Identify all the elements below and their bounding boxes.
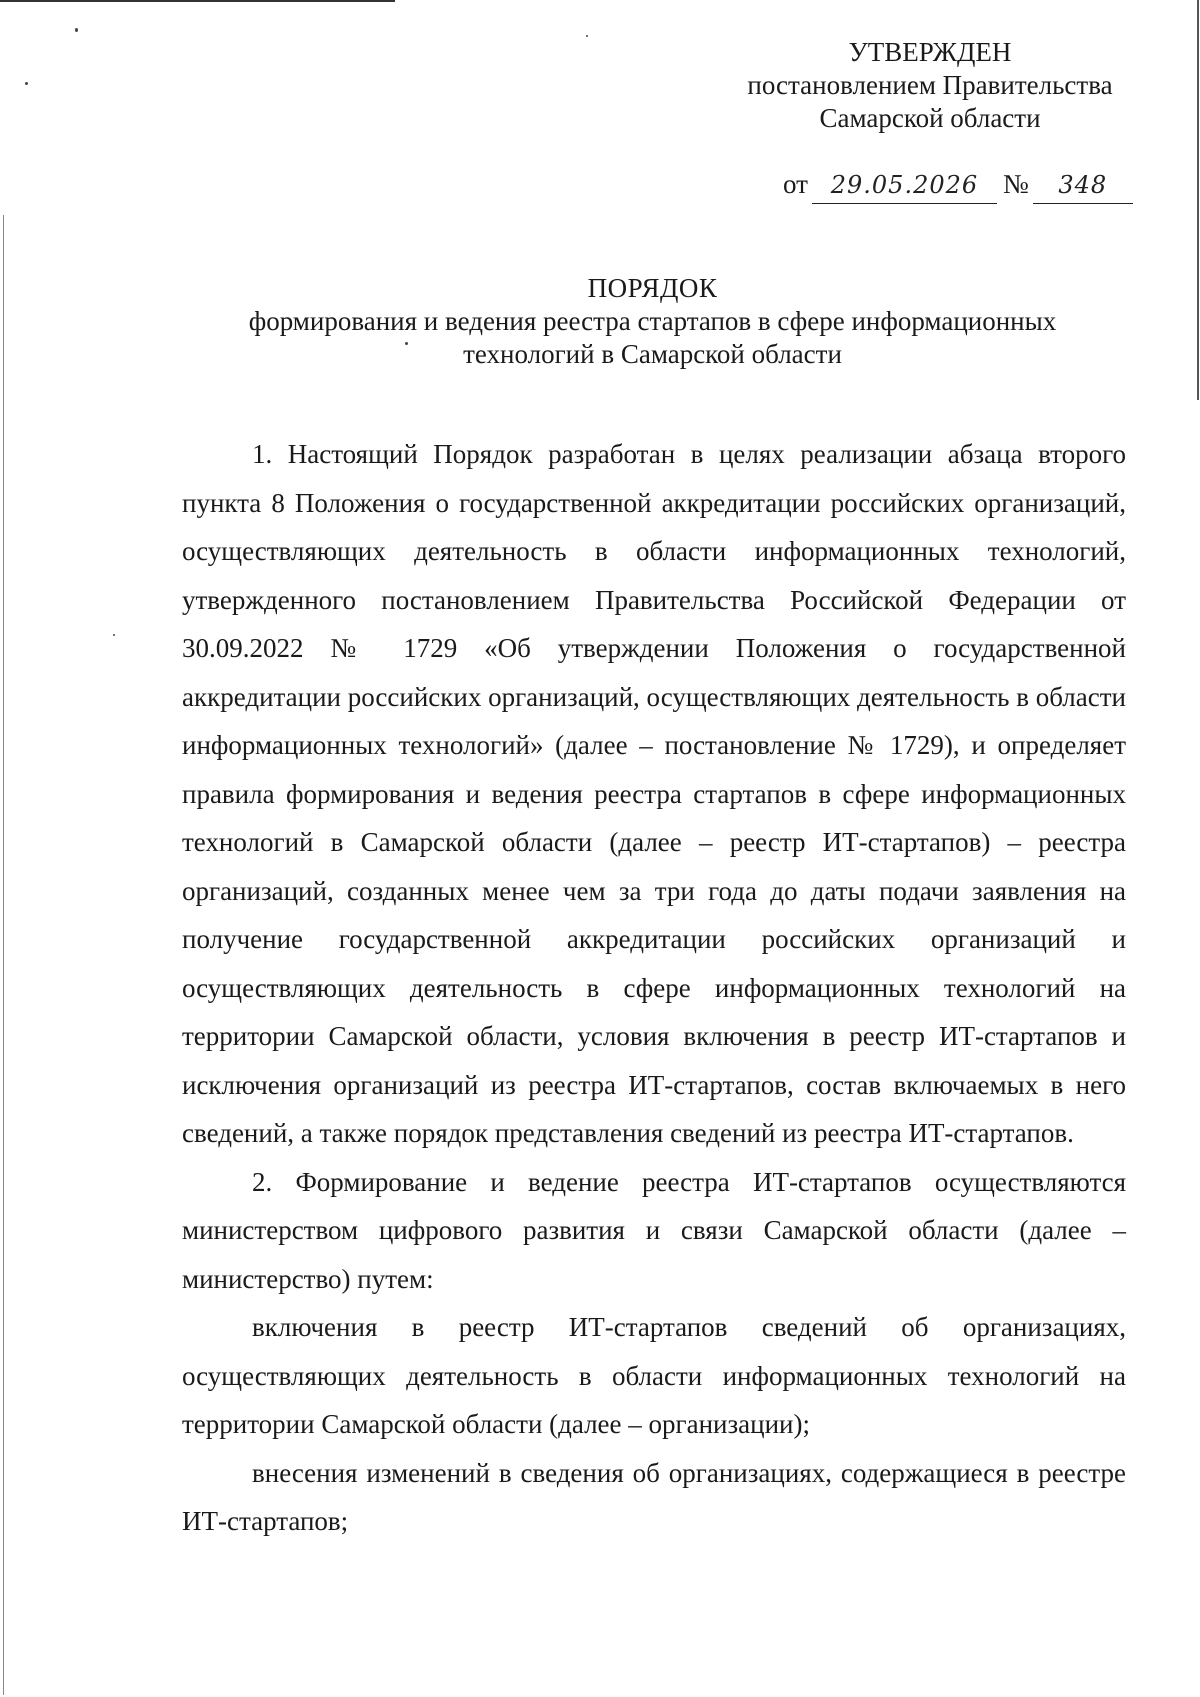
decree-date: 29.05.2026 (812, 167, 997, 204)
scan-edge-left (3, 215, 4, 1695)
scan-speck (75, 28, 78, 32)
document-title: ПОРЯДОК (587, 273, 718, 303)
paragraph-3: включения в реестр ИТ-стартапов сведений об организациях, осуществляющих деятельность в области информационных технологий на территории Самарской области (далее – организации); (182, 1312, 1126, 1439)
document-title-block (180, 272, 1125, 371)
paragraph-1: 1. Настоящий Порядок разработан в целях реализации абзаца второго пункта 8 Положения о государственной аккредитации российских организаций, осуществляющих деятельность в области информационных технологий, утвержденного постановлением Правительства Российской Федерации от 30.09.2022 № 1729 «Об утверждении Положения о государственной аккредитации российских организаций, осуществляющих деятельность в области информационных технологий» (далее – постановление № 1729), и определяет правила формирования и ведения реестра стартапов в сфере информационных технологий в Самарской области (далее – реестр ИТ-стартапов) – реестра организаций, созданных менее чем за три года до даты подачи заявления на получение государственной аккредитации российских организаций и осуществляющих деятельность в сфере информационных технологий на территории Самарской области, условия включения в реестр ИТ-стартапов и исключения организаций из реестра ИТ-стартапов, состав включаемых в него сведений, а также порядок представления сведений из реестра ИТ-стартапов. (182, 439, 1126, 1148)
scan-speck (586, 35, 588, 37)
decree-date-line (783, 166, 1133, 204)
paragraph-2: 2. Формирование и ведение реестра ИТ-стартапов осуществляются министерством цифрового развития и связи Самарской области (далее – министерство) путем: (182, 1166, 1126, 1294)
scan-speck (25, 82, 28, 85)
approval-line-3: Самарской области (819, 103, 1041, 133)
decree-number: 348 (1033, 167, 1133, 204)
approval-stamp (700, 36, 1160, 135)
decree-from-label: от (783, 169, 808, 199)
scan-edge-top (0, 0, 395, 2)
paragraph-4: внесения изменений в сведения об организациях, содержащиеся в реестре ИТ-стартапов; (182, 1457, 1126, 1536)
document-subtitle-line-2: технологий в Самарской области (463, 339, 842, 369)
decree-number-label: № (1002, 169, 1029, 199)
approval-line-2: постановлением Правительства (747, 70, 1113, 100)
scan-speck (113, 634, 115, 636)
document-subtitle-line-1: формирования и ведения реестра стартапов в сфере информационных (248, 306, 1057, 336)
approval-line-1: УТВЕРЖДЕН (848, 37, 1012, 67)
document-body (182, 430, 1126, 1546)
scan-edge-right (1197, 0, 1199, 400)
